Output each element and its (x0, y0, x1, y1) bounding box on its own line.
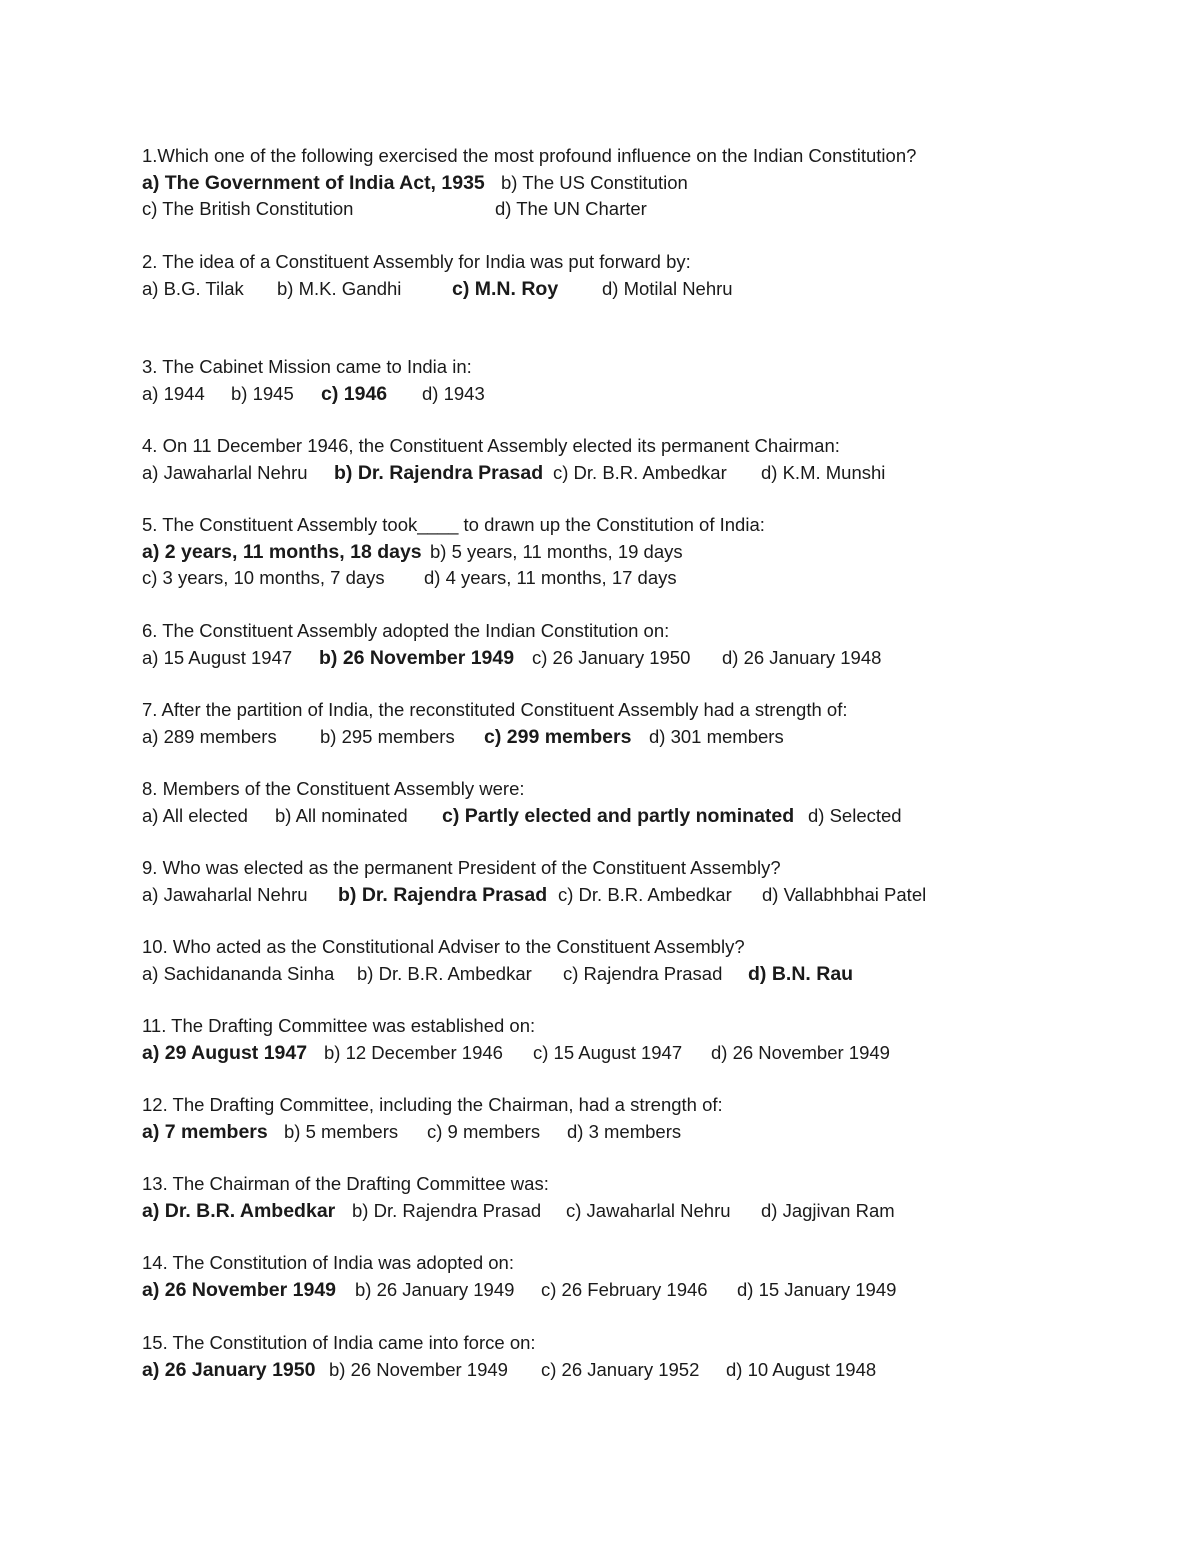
option-a: a) The Government of India Act, 1935 (142, 171, 485, 194)
option-row (142, 170, 1142, 197)
option-row (142, 803, 1142, 830)
option-row (142, 1119, 1142, 1146)
option-c: c) Rajendra Prasad (563, 962, 723, 984)
question-text: 3. The Cabinet Mission came to India in: (142, 356, 472, 377)
option-row (142, 1040, 1142, 1067)
question-text: 6. The Constituent Assembly adopted the Indian Constitution on: (142, 620, 670, 641)
question-text: 4. On 11 December 1946, the Constituent Assembly elected its permanent Chairman: (142, 435, 840, 456)
option-d: d) B.N. Rau (748, 962, 854, 985)
option-c: c) 26 February 1946 (541, 1278, 708, 1300)
option-c: c) Dr. B.R. Ambedkar (553, 461, 727, 483)
option-d: d) 4 years, 11 months, 17 days (424, 567, 677, 588)
option-c: c) 299 members (484, 725, 632, 748)
option-d: d) The UN Charter (495, 198, 647, 219)
option-b: b) 5 years, 11 months, 19 days (430, 540, 683, 562)
option-row (142, 565, 1142, 592)
option-row (142, 460, 1142, 487)
option-row (142, 882, 1142, 909)
option-row (142, 1277, 1142, 1304)
question-text: 8. Members of the Constituent Assembly were: (142, 778, 525, 799)
option-a: a) 29 August 1947 (142, 1041, 308, 1064)
question-9 (142, 855, 1142, 908)
question-text: 15. The Constitution of India came into force on: (142, 1332, 536, 1353)
question-11 (142, 1013, 1142, 1066)
option-d: d) K.M. Munshi (761, 461, 886, 483)
option-row (142, 1357, 1142, 1384)
option-b: b) Dr. Rajendra Prasad (338, 883, 548, 906)
option-d: d) Vallabhbhai Patel (762, 883, 927, 905)
option-b: b) All nominated (275, 804, 408, 826)
option-b: b) Dr. Rajendra Prasad (334, 461, 544, 484)
question-8 (142, 776, 1142, 829)
option-a: a) 26 November 1949 (142, 1278, 337, 1301)
option-a: a) 26 January 1950 (142, 1358, 316, 1381)
question-5 (142, 512, 1142, 592)
question-2 (142, 249, 1142, 302)
option-a: a) 2 years, 11 months, 18 days (142, 540, 422, 563)
question-7 (142, 697, 1142, 750)
option-b: b) 26 November 1949 (329, 1358, 508, 1380)
option-a: a) 1944 (142, 382, 205, 404)
question-15 (142, 1330, 1142, 1383)
option-c: c) Dr. B.R. Ambedkar (558, 883, 732, 905)
option-a: a) Jawaharlal Nehru (142, 883, 308, 905)
option-b: b) 12 December 1946 (324, 1041, 503, 1063)
option-d: d) 10 August 1948 (726, 1358, 877, 1380)
option-d: d) Selected (808, 804, 902, 826)
option-row (142, 196, 1142, 223)
option-c: c) 9 members (427, 1120, 541, 1142)
option-c: c) 1946 (321, 382, 388, 405)
question-6 (142, 618, 1142, 671)
option-c: c) 15 August 1947 (533, 1041, 683, 1063)
option-c: c) 26 January 1952 (541, 1358, 700, 1380)
option-d: d) 3 members (567, 1120, 682, 1142)
option-b: b) The US Constitution (501, 171, 688, 193)
option-c: c) Jawaharlal Nehru (566, 1199, 731, 1221)
option-a: a) Dr. B.R. Ambedkar (142, 1199, 336, 1222)
question-3 (142, 354, 1142, 407)
option-a: a) Sachidananda Sinha (142, 962, 335, 984)
question-text: 7. After the partition of India, the reconstituted Constituent Assembly had a strength of: (142, 699, 848, 720)
option-d: d) 26 January 1948 (722, 646, 882, 668)
option-a: a) B.G. Tilak (142, 277, 244, 299)
option-d: d) 26 November 1949 (711, 1041, 890, 1063)
option-c: c) Partly elected and partly nominated (442, 804, 795, 827)
option-c: c) The British Constitution (142, 198, 354, 219)
option-a: a) 289 members (142, 725, 277, 747)
option-c: c) 3 years, 10 months, 7 days (142, 567, 385, 588)
option-a: a) 15 August 1947 (142, 646, 293, 668)
option-row (142, 724, 1142, 751)
option-row (142, 645, 1142, 672)
option-row (142, 961, 1142, 988)
question-text: 5. The Constituent Assembly took____ to drawn up the Constitution of India: (142, 514, 765, 535)
option-b: b) Dr. B.R. Ambedkar (357, 962, 532, 984)
option-b: b) M.K. Gandhi (277, 277, 402, 299)
option-c: c) 26 January 1950 (532, 646, 691, 668)
question-10 (142, 934, 1142, 987)
option-b: b) 5 members (284, 1120, 399, 1142)
option-d: d) 1943 (422, 382, 485, 404)
option-d: d) 15 January 1949 (737, 1278, 897, 1300)
question-text: 12. The Drafting Committee, including the Chairman, had a strength of: (142, 1094, 723, 1115)
option-c: c) M.N. Roy (452, 277, 559, 300)
question-text: 10. Who acted as the Constitutional Adviser to the Constituent Assembly? (142, 936, 745, 957)
option-a: a) All elected (142, 804, 248, 826)
option-b: b) 26 November 1949 (319, 646, 515, 669)
option-d: d) Jagjivan Ram (761, 1199, 895, 1221)
question-13 (142, 1171, 1142, 1224)
option-row (142, 1198, 1142, 1225)
option-b: b) Dr. Rajendra Prasad (352, 1199, 542, 1221)
question-4 (142, 433, 1142, 486)
question-12 (142, 1092, 1142, 1145)
option-d: d) Motilal Nehru (602, 277, 733, 299)
question-14 (142, 1250, 1142, 1303)
question-text: 11. The Drafting Committee was established on: (142, 1015, 536, 1036)
question-text: 2. The idea of a Constituent Assembly for India was put forward by: (142, 251, 691, 272)
question-text: 9. Who was elected as the permanent President of the Constituent Assembly? (142, 857, 781, 878)
question-text: 1.Which one of the following exercised the most profound influence on the Indian Constitution? (142, 145, 917, 166)
question-1 (142, 143, 1142, 223)
option-b: b) 295 members (320, 725, 455, 747)
option-b: b) 1945 (231, 382, 294, 404)
question-text: 14. The Constitution of India was adopted on: (142, 1252, 514, 1273)
option-row (142, 381, 1142, 408)
option-d: d) 301 members (649, 725, 784, 747)
option-b: b) 26 January 1949 (355, 1278, 515, 1300)
question-text: 13. The Chairman of the Drafting Committee was: (142, 1173, 549, 1194)
option-row (142, 539, 1142, 566)
option-row (142, 276, 1142, 303)
option-a: a) 7 members (142, 1120, 268, 1143)
option-a: a) Jawaharlal Nehru (142, 461, 308, 483)
